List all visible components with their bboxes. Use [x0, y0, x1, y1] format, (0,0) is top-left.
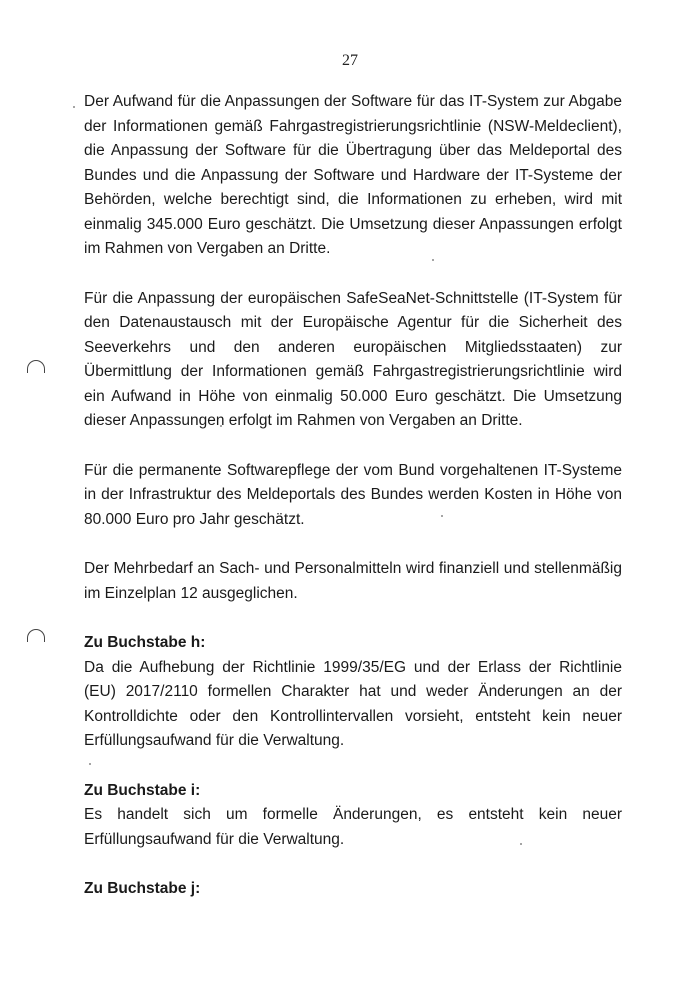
- page-number: 27: [342, 52, 358, 69]
- paragraph-software-costs: Der Aufwand für die Anpassungen der Software für das IT-System zur Abgabe der Informationen gemäß Fahrgastregistrierungsrichtlinie (NSW-Meldeclient), die Anpassung der Software für die Übertragung über das Meldeportal des Bundes und die Anpassung der Software und Hardware der IT-Systeme der Behörden, welche berechtigt sind, die Informationen zu erheben, wird mit einmalig 345.000 Euro geschätzt. Die Umsetzung dieser Anpassungen erfolgt im Rahmen von Vergaben an Dritte.: [84, 93, 622, 257]
- punch-hole-mark: [27, 360, 45, 373]
- paragraph-buchstabe-h: Da die Aufhebung der Richtlinie 1999/35/EG und der Erlass der Richtlinie (EU) 2017/2110 formellen Charakter hat und weder Änderungen an der Kontrolldichte oder den Kontrollintervallen vorsieht, entsteht kein neuer Erfüllungsaufwand für die Verwaltung.: [84, 658, 622, 749]
- paragraph-maintenance-costs: Für die permanente Softwarepflege der vom Bund vorgehaltenen IT-Systeme in der Infrastruktur des Meldeportals des Bundes werden Kosten in Höhe von 80.000 Euro pro Jahr geschätzt.: [84, 461, 622, 528]
- heading-buchstabe-j: Zu Buchstabe j:: [84, 880, 201, 897]
- scan-speck: [73, 106, 75, 108]
- document-body: [84, 90, 622, 902]
- paragraph-budget-balance: Der Mehrbedarf an Sach- und Personalmitteln wird finanziell und stellenmäßig im Einzelplan 12 ausgeglichen.: [84, 560, 622, 602]
- paragraph-buchstabe-i: Es handelt sich um formelle Änderungen, es entsteht kein neuer Erfüllungsaufwand für die Verwaltung.: [84, 806, 622, 848]
- heading-buchstabe-h: Zu Buchstabe h:: [84, 634, 206, 651]
- heading-buchstabe-i: Zu Buchstabe i:: [84, 781, 201, 799]
- paragraph-safeseanet-costs: Für die Anpassung der europäischen SafeSeaNet-Schnittstelle (IT-System für den Datenaustausch mit der Europäische Agentur für die Sicherheit des Seeverkehrs und den anderen europäischen Mitgliedsstaaten) zur Übermittlung der Informationen gemäß Fahrgastregistrierungsrichtlinie wird ein Aufwand in Höhe von einmalig 50.000 Euro geschätzt. Die Umsetzung dieser Anpassungen erfolgt im Rahmen von Vergaben an Dritte.: [84, 289, 622, 429]
- punch-hole-mark: [27, 629, 45, 642]
